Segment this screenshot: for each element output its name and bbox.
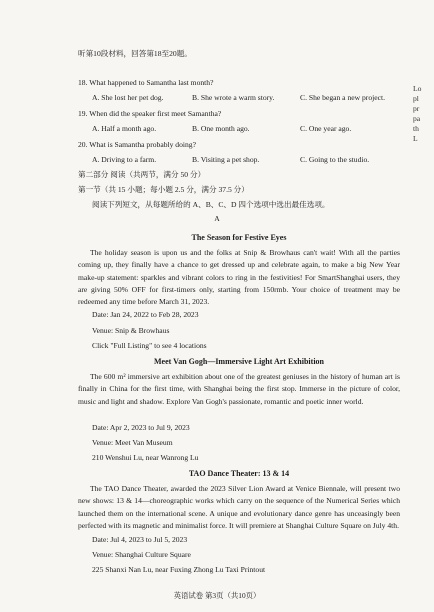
question-20-option-a: A. Driving to a farm. [92,155,157,164]
section-title-tao-dance: TAO Dance Theater: 13 & 14 [188,469,290,478]
question-20-option-c: C. Going to the studio. [300,155,370,164]
question-18-option-a: A. She lost her pet dog. [92,93,164,102]
page-footer: 英语试卷 第3页（共10页） [173,591,261,600]
passage-letter: A [214,214,220,223]
van-gogh-body: The 600 m² immersive art exhibition about one of the greatest geniuses in the history of human art is finally in China for the first time, with Shanghai being the first stop. Immerse in the picture of color, music and light and shadow. Explore Van Gogh's passionate, romantic and poetic inner world. [78,372,400,406]
tao-dance-venue: Venue: Shanghai Culture Square [92,550,191,559]
festive-eyes-venue: Venue: Snip & Browhaus [92,326,170,335]
adjacent-fragment: pr [413,104,420,113]
van-gogh-address: 210 Wenshui Lu, near Wanrong Lu [92,453,199,462]
question-20-stem: 20. What is Samantha probably doing? [78,140,196,149]
adjacent-fragment: pa [413,114,421,123]
tao-dance-address: 225 Shanxi Nan Lu, near Fuxing Zhong Lu Taxi Printout [92,565,266,574]
section-title-festive-eyes: The Season for Festive Eyes [191,233,287,242]
festive-eyes-listing: Click "Full Listing" to see 4 locations [92,341,207,350]
van-gogh-venue: Venue: Meet Van Museum [92,438,173,447]
van-gogh-date: Date: Apr 2, 2023 to Jul 9, 2023 [92,423,190,432]
part2-heading: 第二部分 阅读（共两节，满分 50 分） [78,170,206,179]
adjacent-fragment: pl [413,94,419,103]
question-19-option-b: B. One month ago. [192,124,250,133]
listening-instruction: 听第10段材料，回答第18至20题。 [78,49,192,58]
question-19-stem: 19. When did the speaker first meet Samantha? [78,109,222,118]
part2-section1: 第一节（共 15 小题；每小题 2.5 分，满分 37.5 分） [78,185,249,194]
adjacent-fragment: L [413,134,418,143]
adjacent-fragment: Lo [413,84,422,93]
tao-dance-date: Date: Jul 4, 2023 to Jul 5, 2023 [92,535,188,544]
adjacent-fragment: th [413,124,419,133]
question-18-option-b: B. She wrote a warm story. [192,93,275,102]
part2-instruction: 阅读下列短文，从每题所给的 A、B、C、D 四个选项中选出最佳选项。 [92,200,330,209]
festive-eyes-date: Date: Jan 24, 2022 to Feb 28, 2023 [92,310,199,319]
tao-dance-body: The TAO Dance Theater, awarded the 2023 Silver Lion Award at Venice Biennale, will present two new shows: 13 & 14—choreographic works which carry on the sequence of the Numerical Series which launched them on the international scene. A unique and evolutionary dance genre has unceasingly been perfected with its magnetic and minimalist force. It will premiere at Shanghai Culture Square on July 4th. [78,484,400,530]
question-18-stem: 18. What happened to Samantha last month? [78,78,214,87]
question-18-option-c: C. She began a new project. [300,93,385,102]
section-title-van-gogh: Meet Van Gogh—Immersive Light Art Exhibition [153,357,324,366]
question-19-option-a: A. Half a month ago. [92,124,157,133]
question-19-option-c: C. One year ago. [300,124,352,133]
festive-eyes-body: The holiday season is upon us and the folks at Snip & Browhaus can't wait! With all the parties coming up, they finally have a chance to get dressed up and celebrate again, to make a big New Year make-up statement: sparkles and vibrant colors to ring in the festivities! For SmartShanghai users, they are giving 50% OFF for first-timers only, starting from 150rmb. Your choice of treatment may be redeemed any time before March 31, 2023. [78,248,400,307]
question-20-option-b: B. Visiting a pet shop. [192,155,260,164]
